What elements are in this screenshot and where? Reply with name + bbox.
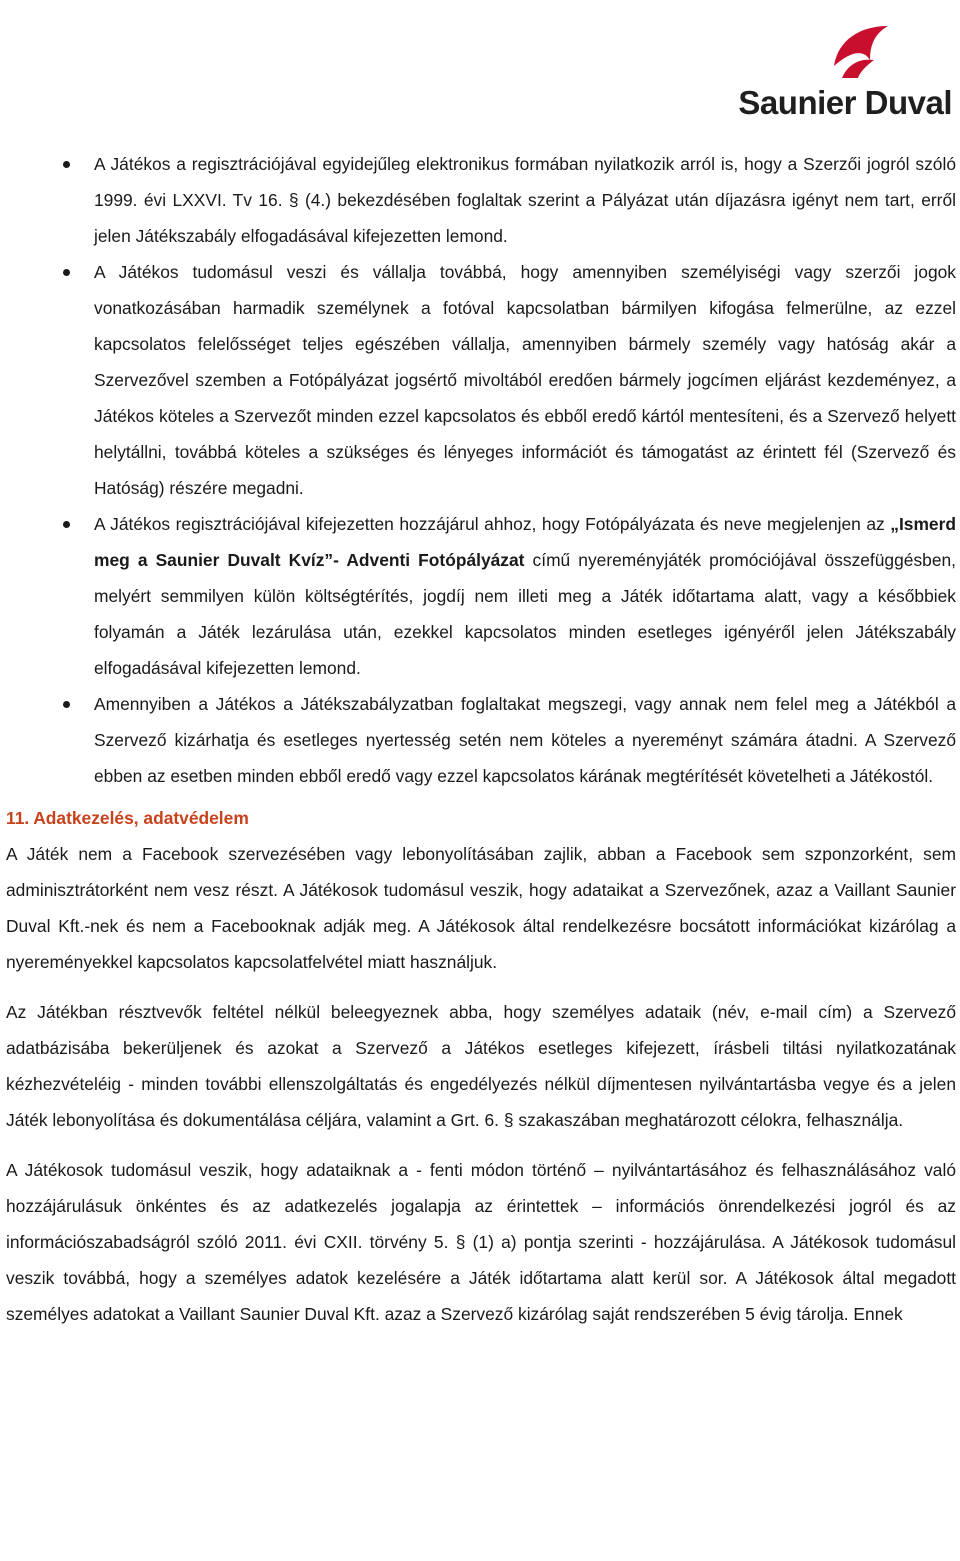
logo-brand-text: Saunier Duval [738, 84, 952, 121]
bullet-icon [63, 521, 70, 528]
bullet-text-pre: A Játékos regisztrációjával kifejezetten hozzájárul ahhoz, hogy Fotópályázata és neve megjelenjen az [94, 514, 891, 534]
bullet-text: A Játékos a regisztrációjával egyidejűleg elektronikus formában nyilatkozik arról is, hogy a Szerzői jogról szóló 1999. évi LXXVI. Tv 16. § (4.) bekezdésében foglaltak szerint a Pályázat után díjazásra igényt nem tart, erről jelen Játékszabály elfogadásával kifejezetten lemond. [94, 154, 956, 246]
brand-logo [738, 20, 952, 121]
bullet-text-post: című nyereményjáték promóciójával összefüggésben, melyért semmilyen külön költségtérítés, jogdíj nem illeti meg a Játék időtartama alatt, vagy a későbbiek folyamán a Játék lezárulása után, ezekkel kapcsolatos minden esetleges igényéről jelen Játékszabály elfogadásával kifejezetten lemond. [94, 550, 956, 678]
bullet-icon [63, 269, 70, 276]
saunier-duval-logo-mark-icon [830, 20, 892, 82]
list-item [6, 254, 956, 506]
contest-name: „Ismerd meg a Saunier Duvalt Kvíz”- Adventi Fotópályázat [94, 514, 956, 570]
section-title: Adatkezelés, adatvédelem [33, 808, 249, 828]
paragraph-facebook: A Játék nem a Facebook szervezésében vagy lebonyolításában zajlik, abban a Facebook sem szponzorként, sem adminisztrátorként nem vesz részt. A Játékosok tudomásul veszik, hogy adataikat a Szervezőnek, azaz a Vaillant Saunier Duval Kft.-nek és nem a Facebooknak adják meg. A Játékosok által rendelkezésre bocsátott információkat kizárólag a nyereményekkel kapcsolatos kapcsolatfelvétel miatt használjuk. [6, 844, 956, 972]
bullet-icon [63, 161, 70, 168]
list-item [6, 146, 956, 254]
document-body [6, 146, 956, 1332]
section-heading [6, 800, 956, 836]
bullet-text: A Játékos tudomásul veszi és vállalja továbbá, hogy amennyiben személyiségi vagy szerzői jogok vonatkozásában harmadik személynek a fotóval kapcsolatban bármilyen kifogása felmerülne, az ezzel kapcsolatos felelősséget teljes egészében vállalja, amennyiben bármely személy vagy hatóság akár a Szervezővel szemben a Fotópályázat jogsértő mivoltából eredően bármely jogcímen eljárást kezdeményez, a Játékos köteles a Szervezőt minden ezzel kapcsolatos és ebből eredő kártól mentesíteni, és a Szervező helyett helytállni, továbbá köteles a szükséges és lényeges információt és támogatást az érintett fél (Szervező és Hatóság) részére megadni. [94, 262, 956, 498]
list-item [6, 506, 956, 686]
section-number: 11. [6, 808, 30, 828]
list-item [6, 686, 956, 794]
paragraph-legal-basis: A Játékosok tudomásul veszik, hogy adataiknak a - fenti módon történő – nyilvántartásához és felhasználásához való hozzájárulásuk önkéntes és az adatkezelés jogalapja az érintettek – információs önrendelkezési jogról és az információszabadságról szóló 2011. évi CXII. törvény 5. § (1) a) pontja szerinti - hozzájárulása. A Játékosok tudomásul veszik továbbá, hogy a személyes adatok kezelésére a Játék időtartama alatt kerül sor. A Játékosok által megadott személyes adatokat a Vaillant Saunier Duval Kft. azaz a Szervező kizárólag saját rendszerében 5 évig tárolja. Ennek [6, 1160, 956, 1324]
bullet-text: Amennyiben a Játékos a Játékszabályzatban foglaltakat megszegi, vagy annak nem felel meg a Játékból a Szervező kizárhatja és esetleges nyertesség setén nem köteles a nyereményt számára átadni. A Szervező ebben az esetben minden ebből eredő vagy ezzel kapcsolatos kárának megtérítését követelheti a Játékostól. [94, 694, 956, 786]
paragraph-consent: Az Játékban résztvevők feltétel nélkül beleegyeznek abba, hogy személyes adataik (név, e-mail cím) a Szervező adatbázisába bekerüljenek és azokat a Szervező a Játékos esetleges kifejezett, írásbeli tiltási nyilatkozatának kézhezvételéig - minden további ellenszolgáltatás és engedélyezés nélkül díjmentesen nyilvántartásba vegye és a jelen Játék lebonyolítása és dokumentálása céljára, valamint a Grt. 6. § szakaszában meghatározott célokra, felhasználja. [6, 1002, 956, 1130]
bullet-list [6, 146, 956, 794]
bullet-icon [63, 701, 70, 708]
